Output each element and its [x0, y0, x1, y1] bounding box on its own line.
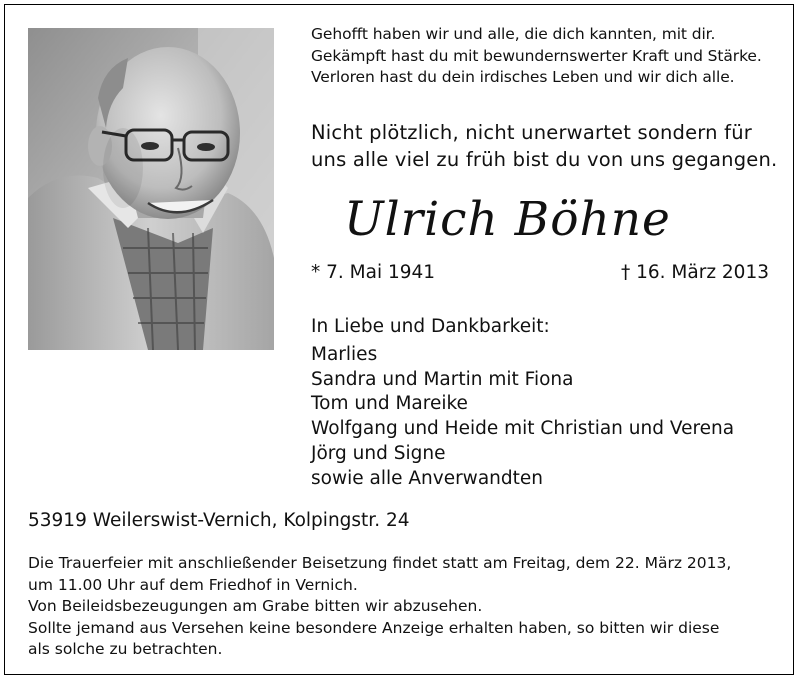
notice-line: Die Trauerfeier mit anschließender Beisetzung findet statt am Freitag, dem 22. März 2013, [28, 554, 732, 572]
verse-large-line: Nicht plötzlich, nicht unerwartet sondern für [311, 121, 752, 144]
verse-large-line: uns alle viel zu früh bist du von uns gegangen. [311, 148, 778, 171]
notice-line: Sollte jemand aus Versehen keine besondere Anzeige erhalten haben, so bitten wir diese [28, 618, 720, 637]
funeral-notice [28, 553, 773, 661]
verse-small-line: Verloren hast du dein irdisches Leben und wir dich alle. [311, 68, 735, 87]
mourner-entry: Sandra und Martin mit Fiona [311, 368, 574, 390]
portrait-icon [28, 28, 274, 350]
mourners-list [311, 343, 734, 491]
mourner-entry: Tom und Mareike [311, 393, 468, 415]
notice-line: als solche zu betrachten. [28, 640, 223, 658]
verse-small [311, 24, 762, 89]
mourner-entry: Marlies [311, 344, 378, 365]
notice-line: um 11.00 Uhr auf dem Friedhof in Vernich. [28, 575, 358, 594]
verse-small-line: Gekämpft hast du mit bewundernswerter Kraft und Stärke. [311, 46, 762, 65]
mourner-entry: Wolfgang und Heide mit Christian und Verena [311, 418, 735, 440]
verse-large [311, 119, 777, 173]
deceased-name: Ulrich Böhne [344, 192, 671, 247]
thanks-intro: In Liebe und Dankbarkeit: [311, 316, 550, 337]
mourner-entry: Jörg und Signe [311, 442, 446, 464]
birth-date: * 7. Mai 1941 [311, 262, 436, 283]
death-date: † 16. März 2013 [620, 262, 769, 283]
notice-line: Von Beileidsbezeugungen am Grabe bitten wir abzusehen. [28, 597, 483, 615]
verse-small-line: Gehofft haben wir und alle, die dich kannten, mit dir. [311, 25, 716, 43]
portrait-photo [28, 28, 274, 350]
life-dates [311, 262, 769, 283]
address: 53919 Weilerswist-Vernich, Kolpingstr. 24 [28, 510, 410, 531]
mourner-entry: sowie alle Anverwandten [311, 467, 543, 489]
